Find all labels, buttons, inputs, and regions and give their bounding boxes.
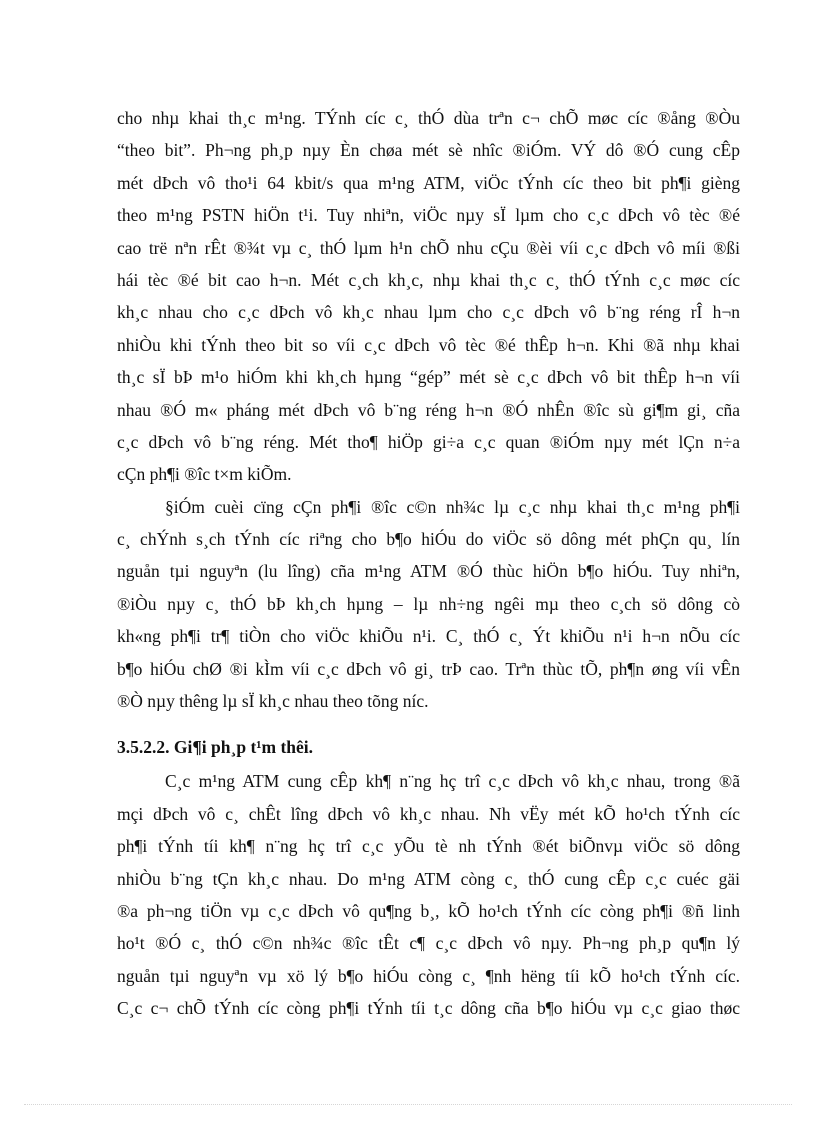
text-line: nhau ®Ó m« pháng mét dÞch vô b¨ng réng h¬n ®Ó nhÊn ®îc sù gi¶m gi¸ cña xyxy=(117,399,740,420)
page-bottom-rule xyxy=(24,1104,792,1105)
text-line: theo m¹ng PSTN hiÖn t¹i. Tuy nhiªn, viÖc nµy sÏ lµm cho c¸c dÞch vô tèc ®é xyxy=(117,205,740,226)
body-text xyxy=(117,102,740,1025)
text-line: nguån tµi nguyªn (lu lîng) cña m¹ng ATM ®Ó thùc hiÖn b¶o hiÓu. Tuy nhiªn, xyxy=(117,561,740,582)
text-line: cÇn ph¶i ®îc t×m kiÕm. xyxy=(117,464,292,485)
paragraph-3 xyxy=(117,765,740,1024)
text-line: ®a ph¬ng tiÖn vµ c¸c dÞch vô qu¶ng b¸, kÕ ho¹ch tÝnh cíc còng ph¶i ®ñ linh xyxy=(117,900,740,921)
text-line: mét dÞch vô tho¹i 64 kbit/s qua m¹ng ATM, viÖc tÝnh cíc theo bit ph¶i gièng xyxy=(117,172,740,193)
section-heading: 3.5.2.2. Gi¶i ph¸p t¹m thêi. xyxy=(117,737,314,758)
text-line: c¸ chÝnh s¸ch tÝnh cíc riªng cho b¶o hiÓu do viÖc sö dông mét phÇn qu¸ lín xyxy=(117,529,740,550)
text-line: ph¶i tÝnh tíi kh¶ n¨ng hç trî c¸c yÕu tè nh tÝnh ®ét biÕnvµ viÖc sö dông xyxy=(117,836,740,857)
text-line: nhiÒu b¨ng tÇn kh¸c nhau. Do m¹ng ATM còng c¸ thÓ cung cÊp c¸c cuéc gäi xyxy=(117,868,740,889)
text-line: ®iÒu nµy c¸ thÓ bÞ kh¸ch hµng – lµ nh÷ng ngêi mµ theo c¸ch sö dông cò xyxy=(117,593,740,614)
text-line: kh¸c nhau cho c¸c dÞch vô kh¸c nhau lµm cho c¸c dÞch vô b¨ng réng rÎ h¬n xyxy=(117,302,740,323)
text-line: C¸c c¬ chÕ tÝnh cíc còng ph¶i tÝnh tíi t¸c dông cña b¶o hiÓu vµ c¸c giao thøc xyxy=(117,998,740,1019)
text-line: C¸c m¹ng ATM cung cÊp kh¶ n¨ng hç trî c¸c dÞch vô kh¸c nhau, trong ®ã xyxy=(165,771,740,792)
text-line: ®Ò nµy thêng lµ sÏ kh¸c nhau theo tõng níc. xyxy=(117,691,429,712)
text-line: nhiÒu khi tÝnh theo bit so víi c¸c dÞch vô tèc ®é thÊp h¬n. Khi ®ã nhµ khai xyxy=(117,334,740,355)
text-line: cao trë nªn rÊt ®¾t vµ c¸ thÓ lµm h¹n chÕ nhu cÇu ®èi víi c¸c dÞch vô míi ®ßi xyxy=(117,237,740,258)
text-line: mçi dÞch vô c¸ chÊt lîng dÞch vô kh¸c nhau. Nh vËy mét kÕ ho¹ch tÝnh cíc xyxy=(117,803,740,824)
text-line: §iÓm cuèi cïng cÇn ph¶i ®îc c©n nh¾c lµ c¸c nhµ khai th¸c m¹ng ph¶i xyxy=(165,496,740,517)
section-spacer xyxy=(117,717,740,729)
text-line: nguån tµi nguyªn vµ xö lý b¶o hiÓu còng c¸ ¶nh hëng tíi kÕ ho¹ch tÝnh cíc. xyxy=(117,965,740,986)
text-line: hái tèc ®é bit cao h¬n. Mét c¸ch kh¸c, nhµ khai th¸c c¸ thÓ tÝnh c¸c møc cíc xyxy=(117,269,740,290)
text-line: c¸c dÞch vô b¨ng réng. Mét tho¶ hiÖp gi÷a c¸c quan ®iÓm nµy mét lÇn n÷a xyxy=(117,431,740,452)
text-line: “theo bit”. Ph¬ng ph¸p nµy Èn chøa mét sè nhîc ®iÓm. VÝ dô ®Ó cung cÊp xyxy=(117,140,740,161)
text-line: th¸c sÏ bÞ m¹o hiÓm khi kh¸ch hµng “gép” mét sè c¸c dÞch vô bit thÊp h¬n víi xyxy=(117,367,740,388)
text-line: b¶o hiÓu chØ ®i kÌm víi c¸c dÞch vô gi¸ trÞ cao. Trªn thùc tÕ, ph¶n øng víi vÊn xyxy=(117,658,740,679)
text-line: cho nhµ khai th¸c m¹ng. TÝnh cíc c¸ thÓ dùa trªn c¬ chÕ møc cíc ®ång ®Òu xyxy=(117,108,740,128)
paragraph-1 xyxy=(117,102,740,491)
text-line: kh«ng ph¶i tr¶ tiÒn cho viÖc khiÕu n¹i. C¸ thÓ c¸ Ýt khiÕu n¹i h¬n nÕu cíc xyxy=(117,626,740,647)
paragraph-2 xyxy=(117,491,740,718)
text-line: ho¹t ®Ó c¸ thÓ c©n nh¾c ®îc tÊt c¶ c¸c dÞch vô nµy. Ph¬ng ph¸p qu¶n lý xyxy=(117,933,740,954)
